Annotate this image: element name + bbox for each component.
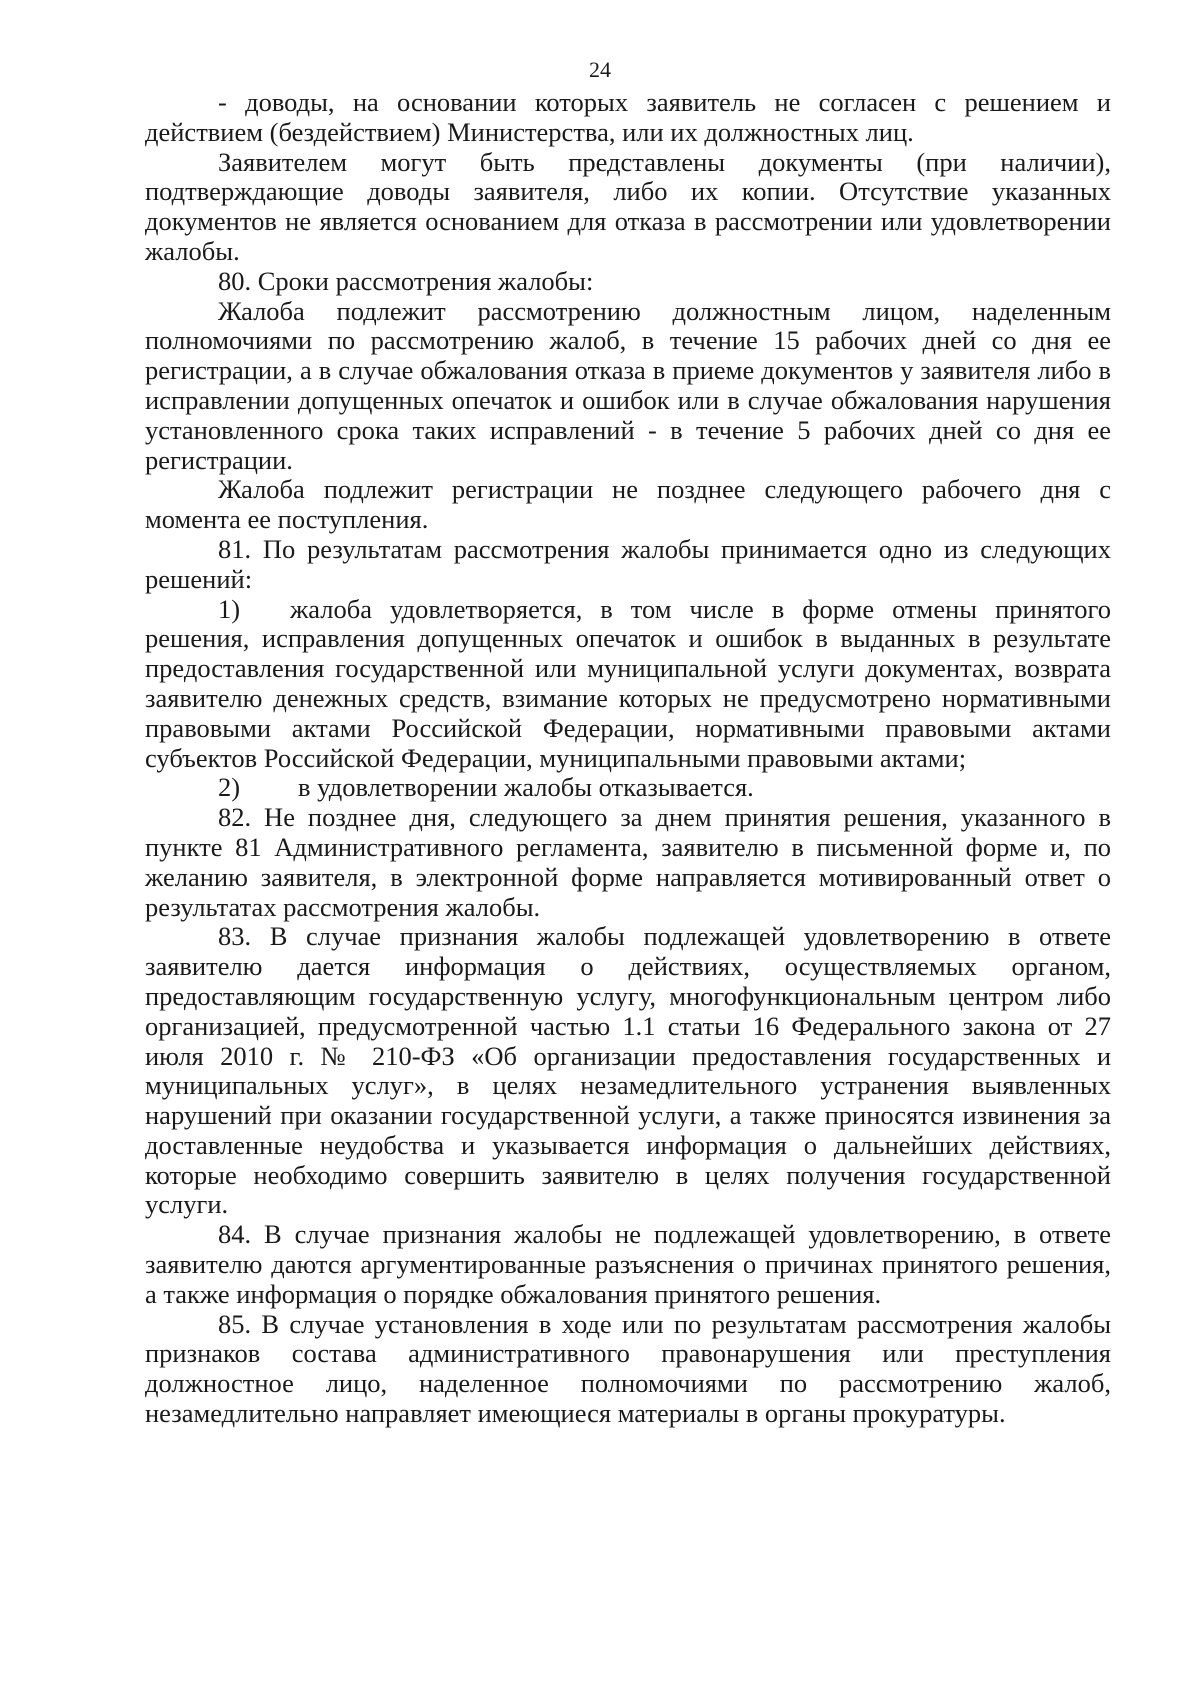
paragraph-85: 85. В случае установления в ходе или по результатам рассмотрения жалобы признаков состава административного правонарушения или преступления должностное лицо, наделенное полномочиями по рассмотрению жалоб, незамедлительно направляет имеющиеся материалы в органы прокуратуры. xyxy=(145,1308,1111,1429)
paragraph-80-heading: 80. Сроки рассмотрения жалобы: xyxy=(218,265,594,296)
list-item-1 xyxy=(145,595,1111,774)
paragraph-83: 83. В случае признания жалобы подлежащей удовлетворению в ответе заявителю дается информация о действиях, осуществляемых органом, предоставляющим государственную услугу, многофункциональным центром либо организацией, предусмотренной частью 1.1 статьи 16 Федерального закона от 27 июля 2010 г. № 210-ФЗ «Об организации предоставления государственных и муниципальных услуг», в целях незамедлительного устранения выявленных нарушений при оказании государственной услуги, а также приносятся извинения за доставленные неудобства и указывается информация о дальнейших действиях, которые необходимо совершить заявителю в целях получения государственной услуги. xyxy=(145,921,1111,1220)
document-body xyxy=(145,88,1111,1429)
paragraph-80-terms: Жалоба подлежит рассмотрению должностным лицом, наделенным полномочиями по рассмотрению жалоб, в течение 15 рабочих дней со дня ее регистрации, а в случае обжалования отказа в приеме документов у заявителя либо в исправлении допущенных опечаток и ошибок или в случае обжалования нарушения установленного срока таких исправлений - в течение 5 рабочих дней со дня ее регистрации. xyxy=(145,295,1111,475)
list-text-1: жалоба удовлетворяется, в том числе в форме отмены принятого решения, исправления допущенных опечаток и ошибок в выданных в результате предоставления государственной или муниципальной услуги документах, возврата заявителю денежных средств, взимание которых не предусмотрено нормативными правовыми актами Российской Федерации, нормативными правовыми актами субъектов Российской Федерации, муниципальными правовыми актами; xyxy=(145,593,1111,773)
paragraph-82: 82. Не позднее дня, следующего за днем принятия решения, указанного в пункте 81 Административного регламента, заявителю в письменной форме и, по желанию заявителя, в электронной форме направляется мотивированный ответ о результатах рассмотрения жалобы. xyxy=(145,802,1111,922)
list-number-1: 1) xyxy=(218,593,241,624)
page-number: 24 xyxy=(589,57,611,82)
list-text-2: в удовлетворении жалобы отказывается. xyxy=(298,772,754,803)
paragraph-81: 81. По результатам рассмотрения жалобы принимается одно из следующих решений: xyxy=(145,533,1111,594)
list-item-2 xyxy=(145,773,1111,803)
paragraph-84: 84. В случае признания жалобы не подлежащей удовлетворению, в ответе заявителю даются аргументированные разъяснения о причинах принятого решения, а также информация о порядке обжалования принятого решения. xyxy=(145,1219,1111,1309)
paragraph-80-registration: Жалоба подлежит регистрации не позднее следующего рабочего дня с момента ее поступления. xyxy=(145,474,1111,535)
paragraph-arguments: - доводы, на основании которых заявитель не согласен с решением и действием (бездействием) Министерства, или их должностных лиц. xyxy=(145,87,1111,147)
list-number-2: 2) xyxy=(218,772,241,803)
paragraph-documents: Заявителем могут быть представлены документы (при наличии), подтверждающие доводы заявителя, либо их копии. Отсутствие указанных документов не является основанием для отказа в рассмотрении или удовлетворении жалобы. xyxy=(145,146,1111,266)
